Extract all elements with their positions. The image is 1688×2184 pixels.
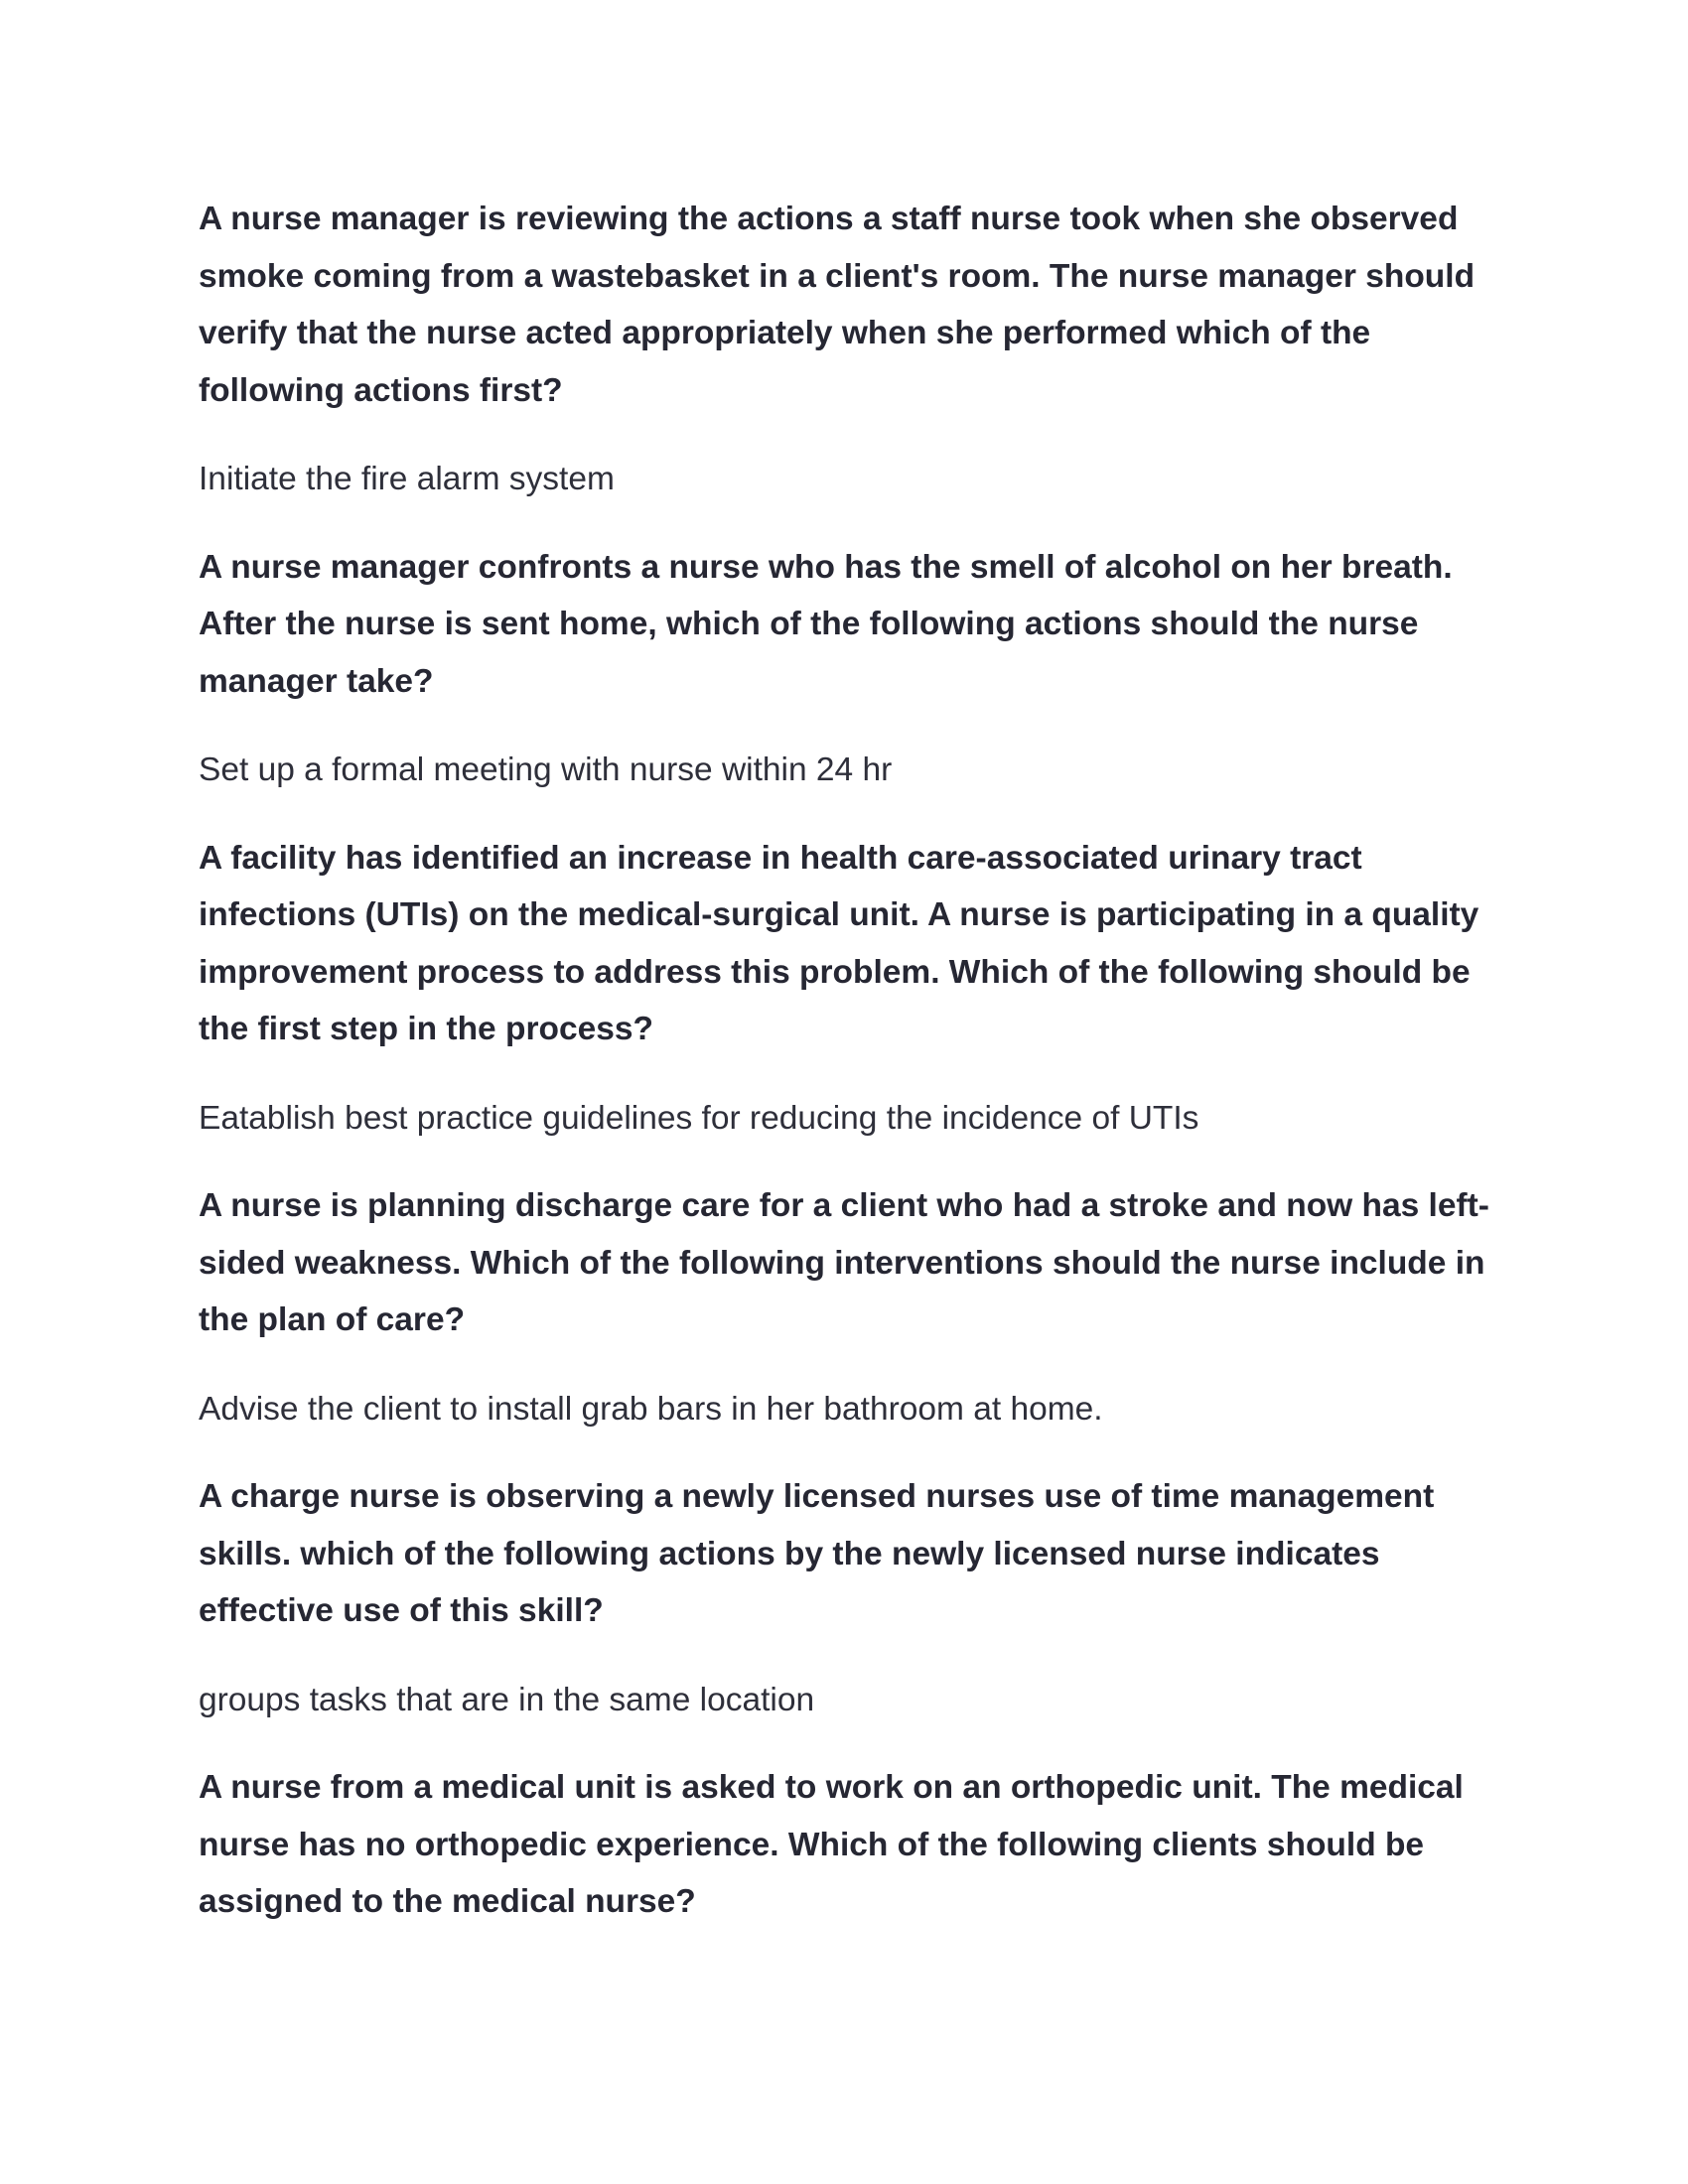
question-text: A nurse from a medical unit is asked to work on an orthopedic unit. The medical nurse has no orthopedic experience. Which of the following clients should be assigned to the medical nurse? (199, 1769, 1464, 1920)
qa-item (199, 1468, 1499, 1728)
question-text: A nurse manager confronts a nurse who has the smell of alcohol on her breath. After the nurse is sent home, which of the following actions should the nurse manager take? (199, 548, 1453, 700)
answer-text: groups tasks that are in the same location (199, 1681, 815, 1718)
answer-text: Eatablish best practice guidelines for reducing the incidence of UTIs (199, 1099, 1199, 1137)
question-text: A charge nurse is observing a newly licensed nurses use of time management skills. which of the following actions by the newly licensed nurse indicates effective use of this skill? (199, 1478, 1435, 1629)
question-text: A nurse is planning discharge care for a client who had a stroke and now has left-sided weakness. Which of the following interventions should the nurse include in the plan of care? (199, 1187, 1489, 1338)
question-text: A facility has identified an increase in health care-associated urinary tract infections (UTIs) on the medical-surgical unit. A nurse is participating in a quality improvement process to address this problem. Which of the following should be the first step in the process? (199, 839, 1479, 1047)
qa-item (199, 1177, 1499, 1437)
question-text: A nurse manager is reviewing the actions a staff nurse took when she observed smoke coming from a wastebasket in a client's room. The nurse manager should verify that the nurse acted appropriately when she performed which of the following actions first? (199, 201, 1476, 409)
qa-item (199, 830, 1499, 1148)
qa-item (199, 191, 1499, 508)
qa-item (199, 539, 1499, 799)
answer-text: Advise the client to install grab bars in her bathroom at home. (199, 1390, 1103, 1428)
document-page (199, 191, 1499, 1963)
answer-text: Initiate the fire alarm system (199, 461, 615, 497)
answer-text: Set up a formal meeting with nurse within 24 hr (199, 751, 893, 788)
qa-item (199, 1759, 1499, 1931)
